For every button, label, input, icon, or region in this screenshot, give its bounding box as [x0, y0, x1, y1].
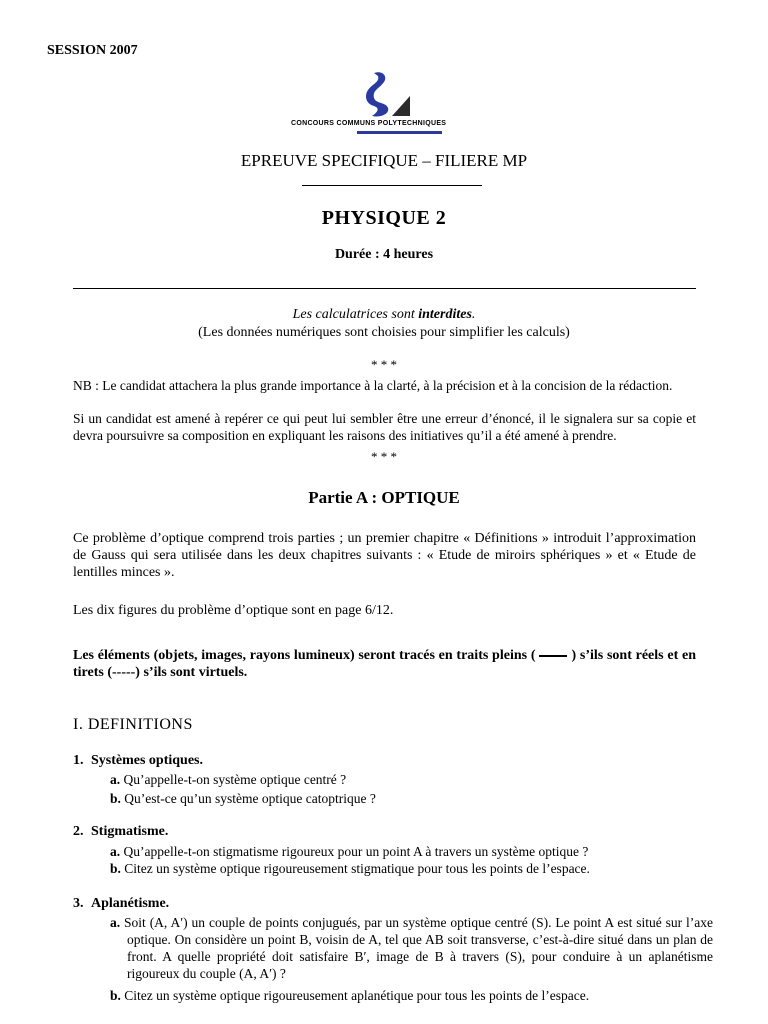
- question-item: b. Citez un système optique rigoureusement stigmatique pour tous les points de l’espace.: [110, 861, 590, 876]
- question-item: a. Qu’appelle-t-on stigmatisme rigoureux pour un point A à travers un système optique ?: [110, 844, 589, 859]
- part-a-title: Partie A : OPTIQUE: [308, 488, 460, 507]
- optics-intro: Ce problème d’optique comprend trois parties ; un premier chapitre « Définitions » introduit l’approximation de Gauss qui sera utilisée dans les deux chapitres suivants : « Etude de miroirs sphériques » et « Etude de lentilles minces ».: [73, 531, 696, 580]
- question-item: a. Qu’appelle-t-on système optique centré ?: [110, 772, 347, 787]
- epreuve-title: EPREUVE SPECIFIQUE – FILIERE MP: [240, 151, 528, 170]
- divider-short: [302, 185, 482, 186]
- separator-stars: * * *: [371, 357, 397, 372]
- solid-line-sample: [539, 655, 567, 657]
- logo-text: CONCOURS COMMUNS POLYTECHNIQUES: [291, 120, 447, 127]
- question-item: b. Qu’est-ce qu’un système optique catoptrique ?: [110, 791, 376, 806]
- logo-underline: [357, 131, 442, 134]
- question-heading: 3. Aplanétisme.: [73, 896, 170, 911]
- question-heading: 2. Stigmatisme.: [73, 824, 169, 839]
- ccp-logo: [288, 70, 482, 138]
- duration: Durée : 4 heures: [334, 247, 434, 262]
- section-title: I. DEFINITIONS: [73, 716, 193, 733]
- calculator-notice: Les calculatrices sont interdites. (Les données numériques sont choisies pour simplifier les calculs): [0, 306, 768, 342]
- session-label: SESSION 2007: [47, 43, 138, 58]
- numeric-data-note: (Les données numériques sont choisies pour simplifier les calculs): [198, 325, 570, 340]
- question-item: a. Soit (A, A′) un couple de points conjugués, par un système optique centré (S). Le point A est situé sur l’axe optique. On considère un point B, voisin de A, tel que AB soit transverse, c’est-à-dire situé dans un plan de front. A quelle propriété doit satisfaire B′, image de B à travers (S), pour conduire à un aplanétisme rigoureux du couple (A, A′) ?: [110, 915, 713, 981]
- subject-title: PHYSIQUE 2: [321, 207, 447, 229]
- separator-stars: * * *: [371, 449, 397, 464]
- divider-long: [73, 288, 696, 289]
- figures-note: Les dix figures du problème d’optique sont en page 6/12.: [73, 603, 394, 618]
- drawing-convention: Les éléments (objets, images, rayons lumineux) seront tracés en traits pleins ( ) s’ils sont réels et en tirets (-----) s’ils sont virtuels.: [73, 648, 696, 680]
- question-heading: 1. Systèmes optiques.: [73, 753, 204, 768]
- nb-paragraph: NB : Le candidat attachera la plus grande importance à la clarté, à la précision et à la concision de la rédaction.: [73, 378, 673, 393]
- question-item: b. Citez un système optique rigoureusement aplanétique pour tous les points de l’espace.: [110, 988, 590, 1003]
- error-paragraph: Si un candidat est amené à repérer ce qui peut lui sembler être une erreur d’énoncé, il le signalera sur sa copie et devra poursuivre sa composition en expliquant les raisons des initiatives qu’il a été amené à prendre.: [73, 411, 696, 443]
